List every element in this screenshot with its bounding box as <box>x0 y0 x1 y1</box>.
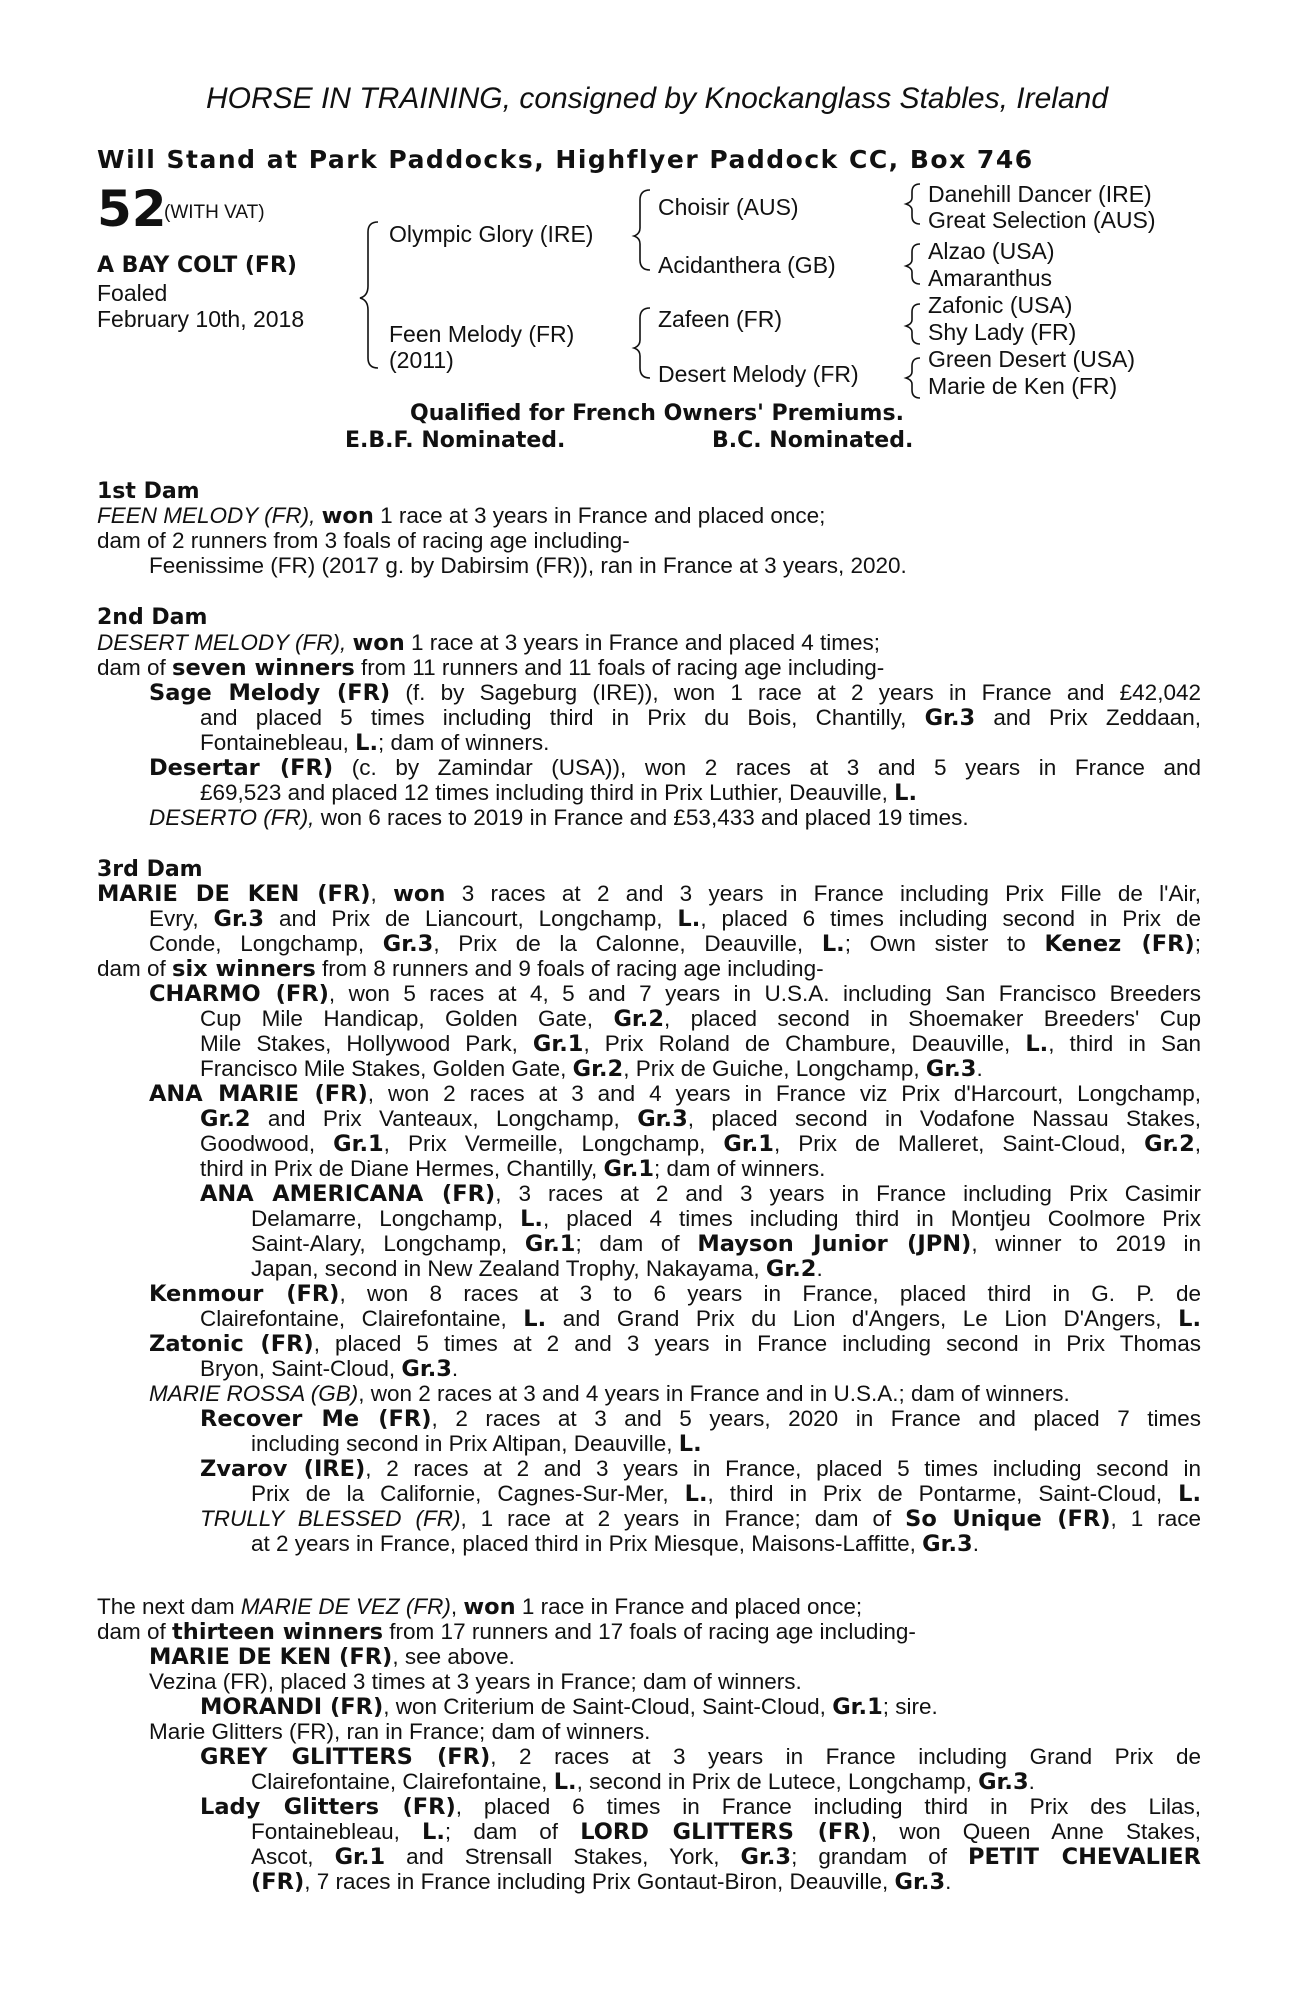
pedigree-ggp-6: Shy Lady (FR) <box>928 319 1077 345</box>
third-dam-line-17: Kenmour (FR), won 8 races at 3 to 6 years in France, placed third in G. P. de <box>149 1281 1201 1307</box>
second-dam-line-7: £69,523 and placed 12 times including third in Prix Luthier, Deauville, L. <box>200 780 918 806</box>
third-dam-line-6: Cup Mile Handicap, Golden Gate, Gr.2, placed second in Shoemaker Breeders' Cup <box>200 1006 1201 1032</box>
next-dam-line-7: GREY GLITTERS (FR), 2 races at 3 years in France including Grand Prix de <box>200 1744 1201 1770</box>
third-dam-line-27: at 2 years in France, placed third in Prix Miesque, Maisons-Laffitte, Gr.3. <box>251 1531 979 1557</box>
third-dam-line-22: Recover Me (FR), 2 races at 3 and 5 years, 2020 in France and placed 7 times <box>200 1406 1202 1432</box>
pedigree-dam-dam: Desert Melody (FR) <box>658 361 859 387</box>
third-dam-line-26: TRULLY BLESSED (FR), 1 race at 2 years in France; dam of So Unique (FR), 1 race <box>200 1506 1201 1532</box>
third-dam-line-8: Francisco Mile Stakes, Golden Gate, Gr.2, Prix de Guiche, Longchamp, Gr.3. <box>200 1056 983 1082</box>
third-dam-line-15: Saint-Alary, Longchamp, Gr.1; dam of Mayson Junior (JPN), winner to 2019 in <box>251 1231 1202 1257</box>
pedigree-ggp-2: Great Selection (AUS) <box>928 207 1156 233</box>
next-dam-line-8: Clairefontaine, Clairefontaine, L., second in Prix de Lutece, Longchamp, Gr.3. <box>251 1769 1035 1795</box>
third-dam-line-2: Evry, Gr.3 and Prix de Liancourt, Longchamp, L., placed 6 times including second in Prix de <box>149 906 1201 932</box>
pedigree-dam-year: (2011) <box>389 347 454 373</box>
first-dam-line-3: Feenissime (FR) (2017 g. by Dabirsim (FR)), ran in France at 3 years, 2020. <box>149 553 907 578</box>
third-dam-line-1: MARIE DE KEN (FR), won 3 races at 2 and 3 years in France including Prix Fille de l'Air, <box>97 881 1201 907</box>
next-dam-line-9: Lady Glitters (FR), placed 6 times in France including third in Prix des Lilas, <box>200 1794 1201 1820</box>
pedigree-ggp-4: Amaranthus <box>928 265 1053 291</box>
third-dam-line-14: Delamarre, Longchamp, L., placed 4 times including third in Montjeu Coolmore Prix <box>251 1206 1201 1232</box>
pedigree-sire-dam: Acidanthera (GB) <box>658 252 836 278</box>
pedigree-sire: Olympic Glory (IRE) <box>389 221 594 247</box>
next-dam-line-10: Fontainebleau, L.; dam of LORD GLITTERS (FR), won Queen Anne Stakes, <box>251 1819 1201 1845</box>
pedigree-sire-sire: Choisir (AUS) <box>658 194 799 220</box>
third-dam-line-24: Zvarov (IRE), 2 races at 2 and 3 years in France, placed 5 times including second in <box>200 1456 1201 1482</box>
third-dam-line-13: ANA AMERICANA (FR), 3 races at 2 and 3 years in France including Prix Casimir <box>200 1181 1201 1207</box>
third-dam-line-5: CHARMO (FR), won 5 races at 4, 5 and 7 years in U.S.A. including San Francisco Breeders <box>149 981 1201 1007</box>
next-dam-line-4: Vezina (FR), placed 3 times at 3 years in France; dam of winners. <box>149 1669 802 1694</box>
second-dam-line-4: and placed 5 times including third in Prix du Bois, Chantilly, Gr.3 and Prix Zeddaan, <box>200 705 1201 731</box>
second-dam-line-2: dam of seven winners from 11 runners and 11 foals of racing age including- <box>97 655 885 681</box>
foaled-date: February 10th, 2018 <box>97 306 305 332</box>
second-dam-line-1: DESERT MELODY (FR), won 1 race at 3 years in France and placed 4 times; <box>97 630 880 656</box>
second-dam-line-6: Desertar (FR) (c. by Zamindar (USA)), won 2 races at 3 and 5 years in France and <box>149 755 1201 781</box>
vat-note: (WITH VAT) <box>164 202 265 223</box>
second-dam-line-5: Fontainebleau, L.; dam of winners. <box>200 730 550 756</box>
pedigree-ggp-3: Alzao (USA) <box>928 238 1055 264</box>
next-dam-line-3: MARIE DE KEN (FR), see above. <box>149 1644 515 1670</box>
third-dam-line-23: including second in Prix Altipan, Deauville, L. <box>251 1431 702 1457</box>
third-dam-line-7: Mile Stakes, Hollywood Park, Gr.1, Prix Roland de Chambure, Deauville, L., third in San <box>200 1031 1201 1057</box>
pedigree-ggp-1: Danehill Dancer (IRE) <box>928 181 1152 207</box>
third-dam-line-21: MARIE ROSSA (GB), won 2 races at 3 and 4 years in France and in U.S.A.; dam of winners. <box>149 1381 1070 1406</box>
second-dam-line-8: DESERTO (FR), won 6 races to 2019 in France and £53,433 and placed 19 times. <box>149 805 969 830</box>
pedigree-ggp-8: Marie de Ken (FR) <box>928 373 1118 399</box>
next-dam-line-12: (FR), 7 races in France including Prix Gontaut-Biron, Deauville, Gr.3. <box>251 1869 952 1895</box>
third-dam-line-9: ANA MARIE (FR), won 2 races at 3 and 4 years in France viz Prix d'Harcourt, Longchamp, <box>149 1081 1201 1107</box>
ebf-note: E.B.F. Nominated. <box>345 428 566 453</box>
third-dam-line-25: Prix de la Californie, Cagnes-Sur-Mer, L., third in Prix de Pontarme, Saint-Cloud, L. <box>251 1481 1201 1507</box>
first-dam-heading: 1st Dam <box>97 479 200 504</box>
pedigree-dam-sire: Zafeen (FR) <box>658 306 782 332</box>
second-dam-line-3: Sage Melody (FR) (f. by Sageburg (IRE)), won 1 race at 2 years in France and £42,042 <box>149 680 1201 706</box>
next-dam-line-6: Marie Glitters (FR), ran in France; dam of winners. <box>149 1719 651 1744</box>
third-dam-line-12: third in Prix de Diane Hermes, Chantilly, Gr.1; dam of winners. <box>200 1156 826 1182</box>
foaled-label: Foaled <box>97 280 168 306</box>
third-dam-line-20: Bryon, Saint-Cloud, Gr.3. <box>200 1356 459 1382</box>
bc-note: B.C. Nominated. <box>712 428 914 453</box>
stand-location: Will Stand at Park Paddocks, Highflyer Paddock CC, Box 746 <box>97 145 1034 174</box>
pedigree-ggp-5: Zafonic (USA) <box>928 292 1073 318</box>
next-dam-line-2: dam of thirteen winners from 17 runners and 17 foals of racing age including- <box>97 1619 916 1645</box>
first-dam-line-1: FEEN MELODY (FR), won 1 race at 3 years in France and placed once; <box>97 503 826 529</box>
next-dam-line-5: MORANDI (FR), won Criterium de Saint-Cloud, Saint-Cloud, Gr.1; sire. <box>200 1694 938 1720</box>
lot-description: A BAY COLT (FR) <box>97 253 297 278</box>
second-dam-heading: 2nd Dam <box>97 605 208 630</box>
third-dam-line-11: Goodwood, Gr.1, Prix Vermeille, Longchamp, Gr.1, Prix de Malleret, Saint-Cloud, Gr.2, <box>200 1131 1201 1157</box>
third-dam-line-16: Japan, second in New Zealand Trophy, Nakayama, Gr.2. <box>251 1256 823 1282</box>
next-dam-line-1: The next dam MARIE DE VEZ (FR), won 1 race in France and placed once; <box>97 1594 863 1620</box>
third-dam-line-18: Clairefontaine, Clairefontaine, L. and Grand Prix du Lion d'Angers, Le Lion D'Angers, L. <box>200 1306 1201 1332</box>
third-dam-heading: 3rd Dam <box>97 857 203 882</box>
third-dam-line-3: Conde, Longchamp, Gr.3, Prix de la Calonne, Deauville, L.; Own sister to Kenez (FR); <box>149 931 1201 957</box>
pedigree-dam: Feen Melody (FR) <box>389 321 575 347</box>
third-dam-line-4: dam of six winners from 8 runners and 9 foals of racing age including- <box>97 956 824 982</box>
catalogue-header: HORSE IN TRAINING, consigned by Knockanglass Stables, Ireland <box>205 82 1109 115</box>
third-dam-line-10: Gr.2 and Prix Vanteaux, Longchamp, Gr.3, placed second in Vodafone Nassau Stakes, <box>200 1106 1201 1132</box>
first-dam-name: FEEN MELODY (FR), <box>97 503 316 528</box>
premiums-note: Qualified for French Owners' Premiums. <box>410 401 904 426</box>
first-dam-line-2: dam of 2 runners from 3 foals of racing age including- <box>97 528 630 553</box>
next-dam-line-11: Ascot, Gr.1 and Strensall Stakes, York, Gr.3; grandam of PETIT CHEVALIER <box>251 1844 1201 1870</box>
third-dam-line-19: Zatonic (FR), placed 5 times at 2 and 3 years in France including second in Prix Thomas <box>149 1331 1202 1357</box>
pedigree-ggp-7: Green Desert (USA) <box>928 346 1136 372</box>
lot-number: 52 <box>97 180 167 238</box>
